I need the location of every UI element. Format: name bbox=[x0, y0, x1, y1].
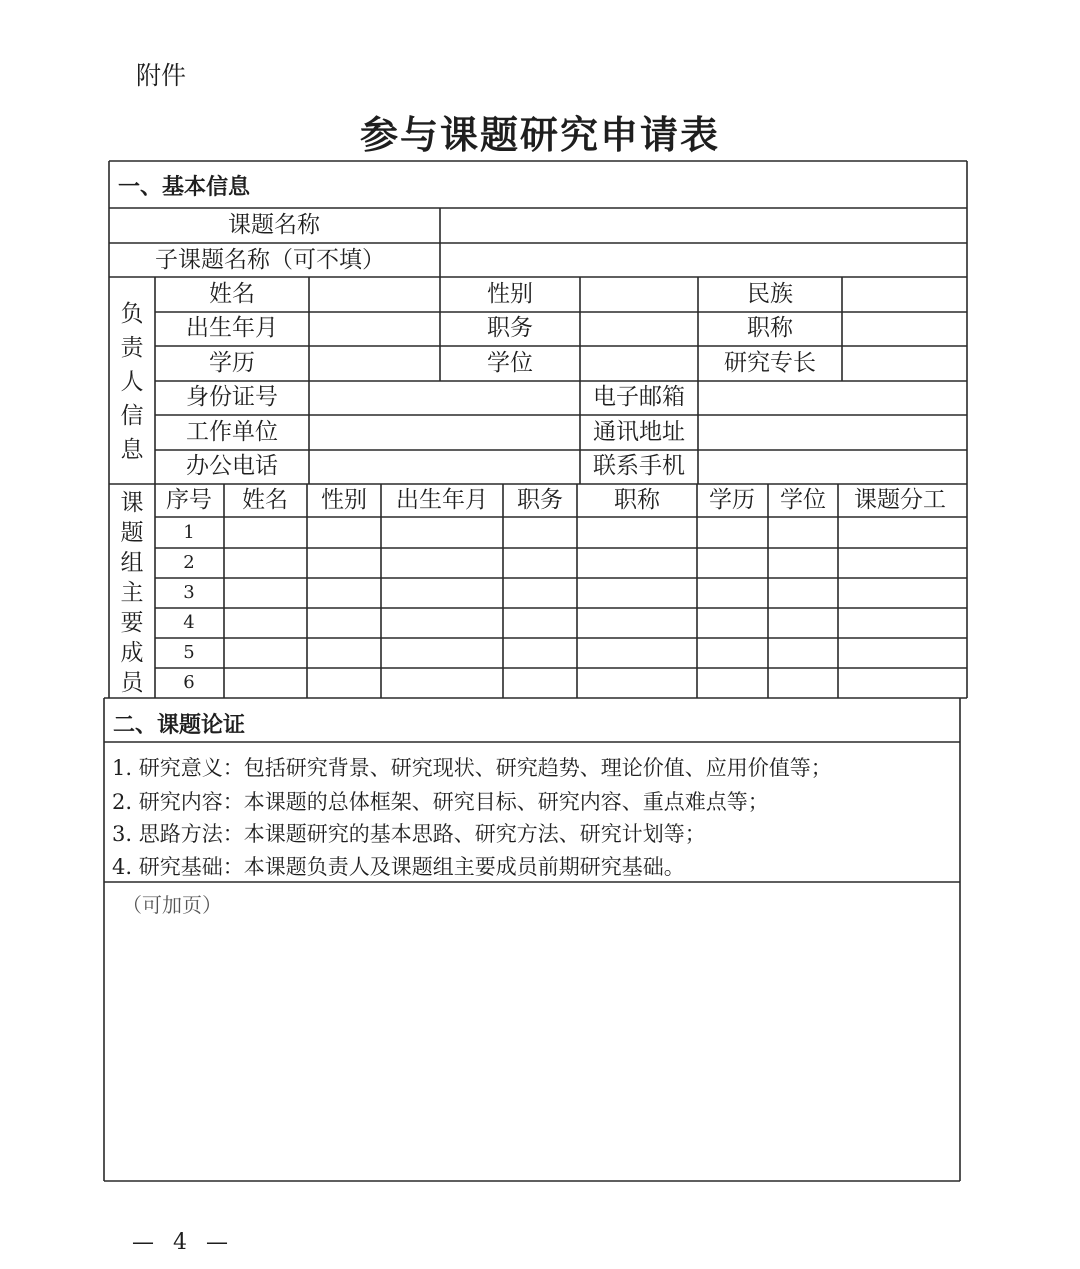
members-row-number: 5 bbox=[183, 642, 195, 663]
members-col-title: 职称 bbox=[614, 487, 660, 513]
leader-position-label: 职务 bbox=[487, 315, 533, 341]
guideline-item: 1. 研究意义：包括研究背景、研究现状、研究趋势、理论价值、应用价值等； bbox=[112, 756, 832, 780]
members-col-gender: 性别 bbox=[321, 487, 367, 513]
attachment-label: 附件 bbox=[136, 61, 187, 90]
members-col-assignment: 课题分工 bbox=[854, 487, 946, 513]
members-col-position: 职务 bbox=[517, 487, 563, 513]
subproject-name-label: 子课题名称（可不填） bbox=[155, 247, 385, 273]
leader-mobile-label: 联系手机 bbox=[593, 453, 685, 479]
guideline-item: 3. 思路方法：本课题研究的基本思路、研究方法、研究计划等； bbox=[112, 822, 706, 846]
members-row-number: 2 bbox=[183, 552, 195, 573]
section-justification-heading: 二、课题论证 bbox=[113, 713, 246, 738]
leader-id-number-label: 身份证号 bbox=[186, 384, 278, 410]
leader-office-phone-label: 办公电话 bbox=[186, 453, 278, 479]
members-col-name: 姓名 bbox=[242, 487, 288, 513]
members-col-birth: 出生年月 bbox=[396, 487, 488, 513]
members-col-education: 学历 bbox=[709, 487, 755, 513]
members-row-number: 1 bbox=[183, 522, 195, 543]
leader-work-unit-label: 工作单位 bbox=[186, 419, 278, 445]
leader-name-label: 姓名 bbox=[209, 281, 255, 307]
leader-education-label: 学历 bbox=[209, 350, 255, 376]
leader-birth-label: 出生年月 bbox=[186, 315, 278, 341]
leader-expertise-label: 研究专长 bbox=[724, 350, 816, 376]
leader-gender-label: 性别 bbox=[487, 281, 533, 307]
members-row-number: 3 bbox=[183, 582, 195, 603]
leader-info-group-label: 负责人信息 bbox=[120, 301, 144, 463]
project-name-label: 课题名称 bbox=[228, 212, 320, 238]
members-col-degree: 学位 bbox=[780, 487, 826, 513]
members-row-number: 6 bbox=[183, 672, 195, 693]
members-group-label: 课题组主要成员 bbox=[120, 490, 144, 696]
form-title: 参与课题研究申请表 bbox=[359, 113, 720, 157]
extra-pages-note: （可加页） bbox=[122, 893, 222, 917]
leader-address-label: 通讯地址 bbox=[593, 419, 685, 445]
guideline-item: 4. 研究基础：本课题负责人及课题组主要成员前期研究基础。 bbox=[112, 855, 685, 879]
leader-ethnicity-label: 民族 bbox=[747, 281, 793, 307]
page-number: — 4 — bbox=[132, 1230, 234, 1255]
guideline-item: 2. 研究内容：本课题的总体框架、研究目标、研究内容、重点难点等； bbox=[112, 790, 769, 814]
leader-email-label: 电子邮箱 bbox=[593, 384, 685, 410]
leader-title-label: 职称 bbox=[747, 315, 793, 341]
members-col-seq: 序号 bbox=[166, 487, 212, 513]
leader-degree-label: 学位 bbox=[487, 350, 533, 376]
members-row-number: 4 bbox=[183, 612, 195, 633]
section-basic-info-heading: 一、基本信息 bbox=[118, 175, 251, 200]
